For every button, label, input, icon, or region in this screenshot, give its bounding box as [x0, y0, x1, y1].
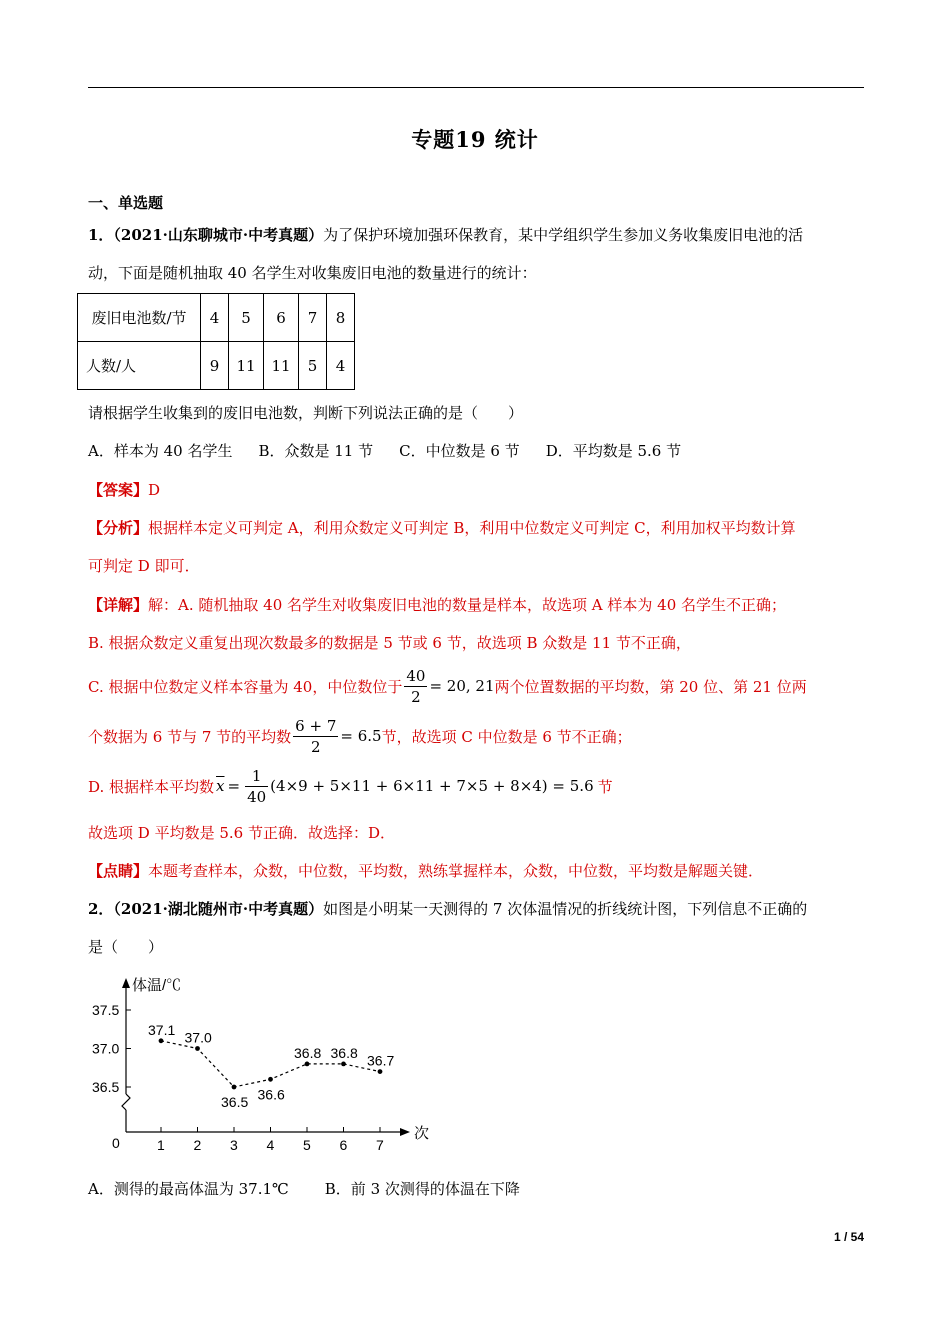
frac-den: 2 — [311, 737, 321, 756]
x-tick-label: 1 — [157, 1137, 165, 1153]
q1-option-d: D．平均数是 5.6 节 — [545, 442, 682, 460]
q1-answer — [88, 480, 160, 500]
x-axis-label: 次 — [414, 1125, 430, 1142]
y-tick-label: 37.5 — [92, 1002, 120, 1018]
x-tick-label: 2 — [193, 1137, 202, 1153]
q1-prompt: 请根据学生收集到的废旧电池数，判断下列说法正确的是（ ） — [88, 404, 524, 422]
table-cell: 4 — [327, 342, 355, 390]
frac-num: 1 — [245, 766, 268, 787]
frac-num: 6 + 7 — [295, 716, 337, 735]
q1-detail-b: B. 根据众数定义重复出现次数最多的数据是 5 节或 6 节，故选项 B 众数是 11 节不正确， — [88, 634, 691, 652]
q1-detail-c-line1 — [88, 662, 807, 710]
table-row — [78, 294, 355, 342]
data-point — [268, 1077, 273, 1082]
fraction-1-over-40 — [245, 766, 268, 807]
table-row — [78, 342, 355, 390]
frac-den: 40 — [247, 787, 267, 806]
data-point — [232, 1085, 237, 1090]
table-cell: 11 — [229, 342, 264, 390]
data-point — [341, 1062, 346, 1067]
frac-den: 2 — [411, 687, 421, 706]
comment-text: 本题考查样本，众数，中位数，平均数，熟练掌握样本，众数，中位数，平均数是解题关键． — [148, 862, 764, 880]
q1-detail-d-line1 — [88, 762, 613, 810]
comment-tag: 【点睛】 — [88, 862, 149, 880]
q1-tag: 1．（2021·山东聊城市·中考真题） — [88, 226, 324, 244]
q2-options — [88, 1179, 520, 1199]
detail-d3-text: 节 — [597, 777, 613, 796]
temperature-line-chart — [88, 970, 448, 1160]
x-tick-label: 3 — [230, 1137, 238, 1153]
q1-option-c: C．中位数是 6 节 — [399, 442, 520, 460]
section-heading: 一、单选题 — [88, 194, 164, 212]
x-bar-symbol: $\overline{x}$ — [216, 777, 225, 795]
table-cell: 8 — [327, 294, 355, 342]
data-label: 37.0 — [184, 1029, 212, 1046]
table-cell: 废旧电池数/节 — [78, 294, 201, 342]
y-tick-label: 37.0 — [92, 1040, 120, 1057]
table-cell: 7 — [299, 294, 327, 342]
table-cell: 5 — [229, 294, 264, 342]
q1-stem-line2: 动，下面是随机抽取 40 名学生对收集废旧电池的数量进行的统计： — [88, 264, 537, 282]
frac-num: 40 — [406, 666, 426, 685]
answer-tag: 【答案】 — [88, 481, 149, 499]
fraction-40-over-2 — [404, 666, 427, 707]
data-label: 36.8 — [294, 1044, 322, 1061]
q1-option-a: A．样本为 40 名学生 — [88, 442, 233, 460]
q2-tag: 2．（2021·湖北随州市·中考真题） — [88, 900, 324, 918]
data-label: 37.1 — [148, 1021, 176, 1038]
origin-label: 0 — [112, 1135, 120, 1151]
q1-detail-d-line2: 故选项 D 平均数是 5.6 节正确．故选择：D． — [88, 824, 395, 842]
q1-analysis-line1 — [88, 518, 796, 538]
table-cell: 人数/人 — [78, 342, 201, 390]
data-point — [195, 1046, 200, 1051]
data-point — [305, 1062, 310, 1067]
table-cell: 5 — [299, 342, 327, 390]
y-axis-break — [122, 1094, 130, 1110]
data-label: 36.7 — [367, 1052, 395, 1069]
detail-a-text: 解：A. 随机抽取 40 名学生对收集废旧电池的数量是样本，故选项 A 样本为 40 名学生不正确； — [148, 596, 787, 614]
q2-option-b: B．前 3 次测得的体温在下降 — [324, 1180, 520, 1198]
detail-tag: 【详解】 — [88, 596, 149, 614]
x-tick-label: 6 — [339, 1137, 348, 1153]
header-rule — [88, 87, 864, 88]
data-label: 36.6 — [257, 1086, 285, 1103]
equals-sign: = — [227, 777, 241, 795]
table-cell: 9 — [201, 342, 229, 390]
x-tick-label: 7 — [376, 1137, 384, 1153]
detail-c2-text: = 20, 21 — [429, 677, 495, 695]
detail-c6-text: 节，故选项 C 中位数是 6 节不正确； — [381, 727, 632, 746]
y-axis-label: 体温/℃ — [132, 977, 182, 994]
data-label: 36.8 — [330, 1044, 358, 1061]
q1-detail-a — [88, 595, 786, 615]
analysis-text: 根据样本定义可判定 A，利用众数定义可判定 B，利用中位数定义可判定 C，利用加权平均数计算 — [148, 519, 796, 537]
detail-c5-text: = 6.5 — [340, 727, 382, 745]
y-axis-arrow — [122, 978, 130, 988]
detail-d1-text: D. 根据样本平均数 — [88, 777, 215, 796]
q1-option-b: B．众数是 11 节 — [258, 442, 374, 460]
data-point — [159, 1038, 164, 1043]
page-number: 1 / 54 — [833, 1230, 864, 1244]
analysis-tag: 【分析】 — [88, 519, 149, 537]
q1-analysis-line2: 可判定 D 即可． — [88, 557, 200, 575]
q1-stem-text: 为了保护环境加强环保教育，某中学组织学生参加义务收集废旧电池的活 — [323, 226, 804, 244]
x-axis-arrow — [400, 1128, 410, 1136]
page-title: 专题19 统计 — [411, 127, 539, 152]
data-point — [378, 1069, 383, 1074]
table-cell: 4 — [201, 294, 229, 342]
fraction-6plus7-over-2 — [293, 716, 338, 757]
x-tick-label: 5 — [303, 1137, 311, 1153]
detail-c4-text: 个数据为 6 节与 7 节的平均数 — [88, 727, 292, 746]
detail-c3-text: 两个位置数据的平均数，第 20 位、第 21 位两 — [494, 677, 807, 696]
q1-data-table — [77, 293, 355, 390]
q2-stem-text: 如图是小明某一天测得的 7 次体温情况的折线统计图，下列信息不正确的 — [323, 900, 808, 918]
detail-c1-text: C. 根据中位数定义样本容量为 40，中位数位于 — [88, 677, 403, 696]
q2-stem-line2: 是（ ） — [88, 938, 164, 956]
detail-d2-text: (4×9 + 5×11 + 6×11 + 7×5 + 8×4) = 5.6 — [270, 777, 594, 795]
x-tick-label: 4 — [266, 1137, 275, 1153]
q1-stem-line1 — [88, 225, 803, 245]
q1-options — [88, 441, 681, 461]
chart-marks — [148, 1022, 394, 1110]
answer-value: D — [148, 481, 161, 499]
q1-detail-c-line2 — [88, 712, 632, 760]
q2-stem-line1 — [88, 899, 807, 919]
data-label: 36.5 — [221, 1094, 249, 1110]
q2-option-a: A．测得的最高体温为 37.1℃ — [88, 1180, 289, 1198]
y-tick-label: 36.5 — [92, 1079, 120, 1095]
table-cell: 6 — [264, 294, 299, 342]
q1-comment — [88, 861, 763, 881]
table-cell: 11 — [264, 342, 299, 390]
